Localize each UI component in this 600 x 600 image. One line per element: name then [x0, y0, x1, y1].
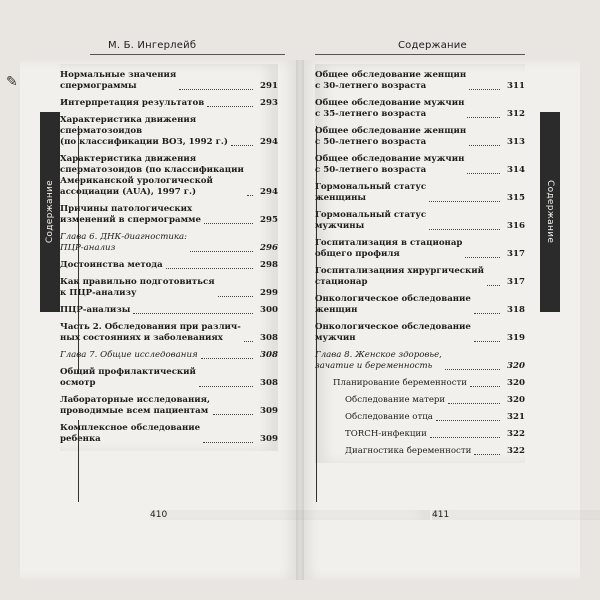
toc-entry	[315, 266, 525, 288]
toc-entry-line	[60, 115, 278, 148]
right-header-rule	[315, 54, 525, 55]
toc-entry	[315, 350, 525, 372]
toc-entry-page: 320	[507, 361, 525, 371]
toc-entry	[60, 350, 278, 361]
toc-entry-page: 298	[260, 260, 278, 270]
toc-entry-page: 312	[507, 109, 525, 119]
toc-entry-line	[315, 182, 525, 204]
toc-leader-dots	[218, 296, 253, 297]
toc-entry-page: 318	[507, 305, 525, 315]
left-toc-column	[60, 64, 278, 451]
toc-entry	[315, 70, 525, 92]
toc-entry	[315, 322, 525, 344]
toc-entry-page: 311	[507, 81, 525, 91]
book-gutter	[296, 60, 304, 580]
toc-entry-page: 322	[507, 446, 525, 456]
toc-entry-title: Часть 2. Обследования при различ- ных состояниях и заболеваниях	[60, 322, 241, 343]
toc-leader-dots	[474, 341, 500, 342]
toc-leader-dots	[429, 229, 500, 230]
toc-entry-page: 322	[507, 429, 525, 439]
toc-entry-page: 320	[507, 378, 525, 388]
toc-entry-page: 314	[507, 165, 525, 175]
toc-entry-line	[60, 70, 278, 92]
toc-leader-dots	[430, 437, 500, 438]
toc-entry-line	[60, 350, 278, 361]
toc-entry	[315, 210, 525, 232]
toc-entry	[315, 412, 525, 423]
toc-entry-line	[345, 412, 525, 423]
toc-entry-title: Характеристика движения сперматозоидов (по классификации Американской урологической ассоциации (AUA), 1997 г.)	[60, 154, 244, 197]
toc-leader-dots	[436, 420, 500, 421]
toc-entry-page: 296	[260, 243, 278, 253]
toc-entry-line	[345, 395, 525, 406]
toc-leader-dots	[467, 117, 500, 118]
toc-entry-title: Обследование матери	[345, 395, 446, 405]
toc-entry	[315, 446, 525, 457]
toc-entry	[60, 260, 278, 271]
toc-entry-page: 295	[260, 215, 278, 225]
toc-leader-dots	[207, 106, 253, 107]
toc-entry-line	[60, 423, 278, 445]
toc-entry-page: 299	[260, 288, 278, 298]
toc-entry	[315, 294, 525, 316]
toc-leader-dots	[247, 195, 253, 196]
toc-leader-dots	[487, 285, 500, 286]
toc-entry-line	[60, 260, 278, 271]
toc-entry-title: Общее обследование женщин с 50-летнего возраста	[315, 126, 467, 147]
toc-entry	[60, 154, 278, 198]
toc-entry-line	[60, 305, 278, 316]
toc-leader-dots	[133, 313, 253, 314]
toc-entry-line	[345, 446, 525, 457]
toc-leader-dots	[429, 201, 500, 202]
toc-entry	[60, 367, 278, 389]
toc-entry-page: 321	[507, 412, 525, 422]
left-header-rule	[90, 54, 285, 55]
toc-entry-page: 319	[507, 333, 525, 343]
toc-entry-line	[315, 350, 525, 372]
toc-leader-dots	[199, 386, 253, 387]
toc-entry-title: Достоинства метода	[60, 260, 163, 270]
toc-leader-dots	[467, 173, 500, 174]
right-page-number: 411	[432, 510, 600, 520]
toc-entry-line	[60, 232, 278, 254]
toc-entry-line	[315, 126, 525, 148]
toc-entry-line	[315, 294, 525, 316]
toc-leader-dots	[179, 89, 253, 90]
toc-entry-page: 317	[507, 277, 525, 287]
toc-entry-title: Диагностика беременности	[345, 446, 472, 456]
toc-entry	[315, 126, 525, 148]
toc-entry-page: 309	[260, 434, 278, 444]
toc-entry-line	[345, 429, 525, 440]
right-side-tab: Содержание	[540, 112, 560, 312]
toc-entry-title: Обследование отца	[345, 412, 433, 422]
toc-entry-title: Онкологическое обследование мужчин	[315, 322, 471, 343]
toc-entry	[315, 395, 525, 406]
toc-leader-dots	[469, 89, 500, 90]
toc-entry-line	[315, 322, 525, 344]
toc-entry-title: Лабораторные исследования, проводимые всем пациентам	[60, 395, 211, 416]
toc-entry	[60, 322, 278, 344]
toc-leader-dots	[465, 257, 500, 258]
toc-entry	[60, 98, 278, 109]
toc-entry-title: Нормальные значения спермограммы	[60, 70, 177, 91]
toc-entry-title: Причины патологических изменений в спермограмме	[60, 204, 201, 225]
toc-entry-page: 308	[260, 378, 278, 388]
toc-entry-line	[60, 367, 278, 389]
toc-entry	[60, 277, 278, 299]
toc-entry-title: ПЦР-анализы	[60, 305, 131, 315]
toc-entry-title: Общее обследование мужчин с 35-летнего возраста	[315, 98, 465, 119]
toc-entry	[60, 423, 278, 445]
toc-leader-dots	[244, 341, 253, 342]
right-running-header: Содержание	[398, 40, 467, 51]
toc-leader-dots	[474, 313, 500, 314]
toc-entry-title: Госпитализация в стационар общего профиля	[315, 238, 463, 259]
toc-entry-page: 320	[507, 395, 525, 405]
toc-entry-title: Планирование беременности	[333, 378, 467, 388]
toc-entry-title: Госпитализациия хирургический стационар	[315, 266, 484, 287]
toc-entry-line	[60, 154, 278, 198]
toc-entry-title: Характеристика движения сперматозоидов (по классификации ВОЗ, 1992 г.)	[60, 115, 228, 147]
toc-entry-line	[60, 277, 278, 299]
toc-entry-title: Глава 8. Женское здоровье, зачатие и беременность	[315, 350, 442, 371]
toc-entry-line	[315, 266, 525, 288]
toc-entry	[60, 115, 278, 148]
toc-leader-dots	[166, 268, 253, 269]
toc-entry-page: 315	[507, 193, 525, 203]
toc-entry-line	[315, 238, 525, 260]
toc-leader-dots	[474, 454, 500, 455]
toc-leader-dots	[448, 403, 500, 404]
toc-entry-title: Гормональный статус женщины	[315, 182, 427, 203]
toc-entry-title: Общее обследование мужчин с 50-летнего возраста	[315, 154, 465, 175]
toc-entry-line	[315, 70, 525, 92]
toc-entry-page: 316	[507, 221, 525, 231]
toc-entry-title: Общий профилактический осмотр	[60, 367, 196, 388]
toc-leader-dots	[203, 442, 253, 443]
toc-entry-title: Глава 7. Общие исследования	[60, 350, 198, 360]
toc-leader-dots	[445, 369, 500, 370]
toc-entry-page: 291	[260, 81, 278, 91]
toc-entry-line	[333, 378, 525, 389]
toc-entry	[60, 204, 278, 226]
toc-entry	[315, 98, 525, 120]
toc-entry-line	[315, 210, 525, 232]
toc-entry	[60, 70, 278, 92]
toc-entry	[315, 429, 525, 440]
toc-entry-line	[315, 154, 525, 176]
toc-entry-title: Интерпретация результатов	[60, 98, 205, 108]
toc-entry-line	[315, 98, 525, 120]
left-side-tab: Содержание	[40, 112, 60, 312]
left-running-header: М. Б. Ингерлейб	[108, 40, 197, 51]
toc-entry-title: Как правильно подготовиться к ПЦР-анализу	[60, 277, 215, 298]
corner-mark-icon: ✎	[6, 74, 18, 90]
toc-entry-title: Комплексное обследование ребенка	[60, 423, 201, 444]
toc-entry-line	[60, 98, 278, 109]
toc-entry-page: 317	[507, 249, 525, 259]
right-toc-column	[315, 64, 525, 463]
toc-leader-dots	[204, 223, 253, 224]
toc-entry	[60, 232, 278, 254]
left-page-number: 410	[150, 510, 430, 520]
toc-entry-title: Гормональный статус мужчины	[315, 210, 427, 231]
toc-leader-dots	[470, 386, 500, 387]
toc-entry-page: 308	[260, 333, 278, 343]
toc-entry-title: Глава 6. ДНК-диагностика: ПЦР-анализ	[60, 232, 188, 253]
toc-entry-page: 300	[260, 305, 278, 315]
toc-entry-line	[60, 322, 278, 344]
toc-entry-page: 294	[260, 137, 278, 147]
toc-leader-dots	[231, 145, 253, 146]
toc-leader-dots	[469, 145, 500, 146]
toc-entry	[315, 378, 525, 389]
toc-entry-page: 313	[507, 137, 525, 147]
toc-entry-page: 294	[260, 187, 278, 197]
toc-entry-page: 308	[260, 350, 278, 360]
toc-entry	[315, 182, 525, 204]
toc-entry	[60, 305, 278, 316]
toc-entry	[315, 154, 525, 176]
toc-entry-title: Общее обследование женщин с 30-летнего возраста	[315, 70, 467, 91]
toc-entry-title: TORCH-инфекции	[345, 429, 427, 439]
toc-leader-dots	[190, 251, 253, 252]
toc-entry-line	[60, 204, 278, 226]
toc-entry-page: 293	[260, 98, 278, 108]
toc-entry-title: Онкологическое обследование женщин	[315, 294, 471, 315]
toc-entry	[60, 395, 278, 417]
toc-leader-dots	[201, 358, 253, 359]
toc-entry	[315, 238, 525, 260]
toc-entry-page: 309	[260, 406, 278, 416]
toc-leader-dots	[213, 414, 253, 415]
toc-entry-line	[60, 395, 278, 417]
